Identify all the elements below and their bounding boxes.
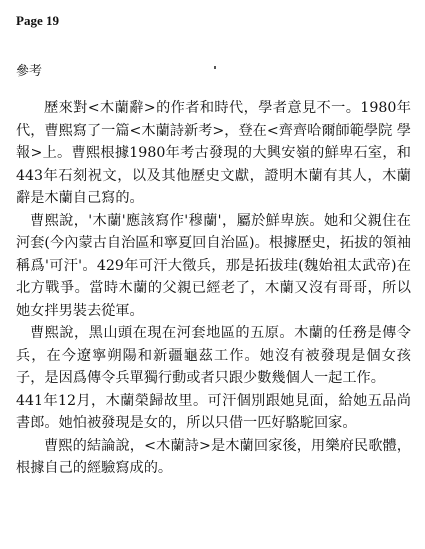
section-title: 參考 bbox=[16, 64, 43, 79]
article-body bbox=[16, 97, 411, 480]
page-number: Page 19 bbox=[16, 13, 59, 28]
paragraph-2: 曹熙說，'木蘭'應該寫作'穆蘭'，屬於鮮卑族。她和父親住在河套(今內蒙古自治區和寧夏回自治區)。根據歷史，拓拔的領袖稱爲'可汗'。429年可汗大徵兵，那是拓拔珪(魏始祖太武帝)在北方戰爭。當時木蘭的父親已經老了，木蘭又沒有哥哥，所以她女拌男裝去從軍。 bbox=[16, 212, 411, 319]
scan-speck bbox=[214, 66, 216, 69]
paragraph-4: 441年12月，木蘭榮歸故里。可汗個別跟她見面，給她五品尚書郎。她怕被發現是女的，所以只借一匹好駱駝回家。 bbox=[16, 392, 411, 431]
paragraph-1: 歷來對<木蘭辭>的作者和時代，學者意見不一。1980年代，曹熙寫了一篇<木蘭詩新考>，登在<齊齊哈爾師範學院 學報>上。曹熙根據1980年考古發現的大興安嶺的鮮卑石室，和443年石刻祝文，以及其他歷史文獻，證明木蘭有其人，木蘭辭是木蘭自己寫的。 bbox=[16, 100, 411, 206]
paragraph-5: 曹熙的結論說，<木蘭詩>是木蘭回家後，用樂府民歌體，根據自己的經驗寫成的。 bbox=[16, 437, 411, 476]
paragraph-3: 曹熙說，黑山頭在現在河套地區的五原。木蘭的任務是傳令兵，在今遼寧朔陽和新疆龜茲工作。她沒有被發現是個女孩子，是因爲傳令兵單獨行動或者只跟少數幾個人一起工作。 bbox=[16, 325, 411, 386]
